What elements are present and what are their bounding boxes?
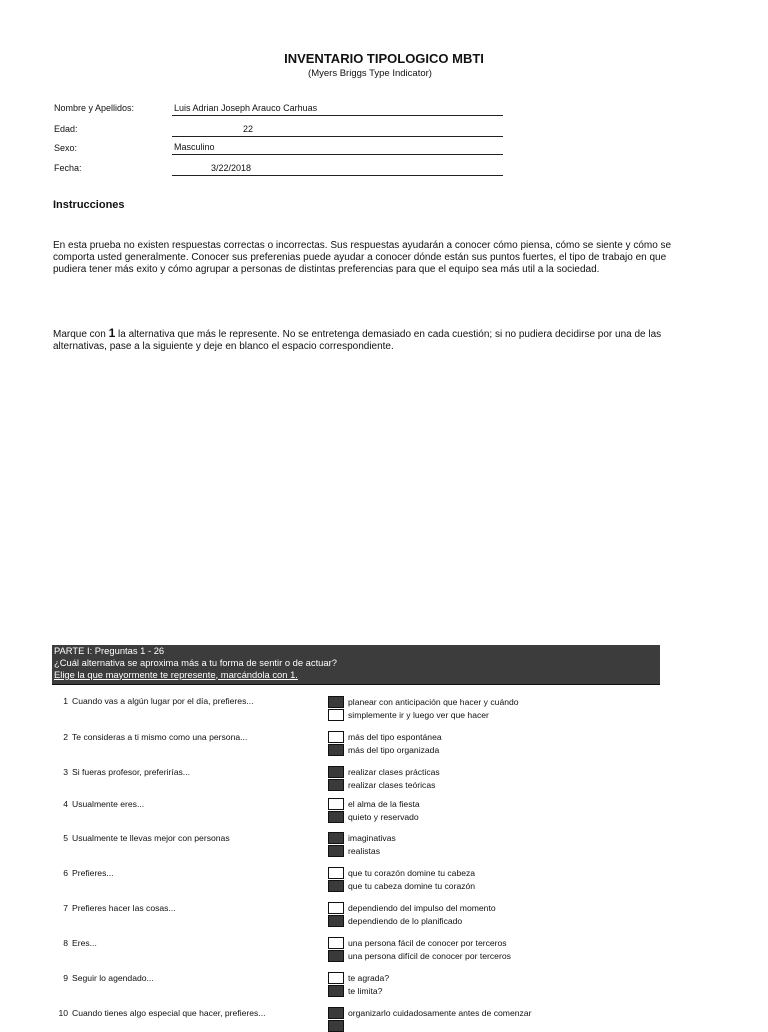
answer-box-10b[interactable] [328, 1020, 344, 1032]
question-1 [58, 696, 254, 706]
question-text: Te consideras a ti mismo como una persona... [72, 732, 248, 742]
question-5 [58, 833, 230, 843]
field-line-name [172, 115, 503, 116]
option-3a: realizar clases prácticas [348, 767, 440, 777]
banner-divider [52, 684, 660, 685]
option-4a: el alma de la fiesta [348, 799, 420, 809]
field-value-sex[interactable]: Masculino [174, 142, 215, 152]
option-7b: dependiendo de lo planificado [348, 916, 463, 926]
field-line-date [172, 175, 503, 176]
field-line-sex [172, 154, 503, 155]
question-text: Cuando vas a algún lugar por el día, prefieres... [72, 696, 254, 706]
page-subtitle: (Myers Briggs Type Indicator) [308, 68, 432, 79]
instructions-p2-pre: Marque con [53, 329, 109, 340]
answer-box-9a[interactable] [328, 972, 344, 984]
answer-box-7b[interactable] [328, 915, 344, 927]
field-label-date: Fecha: [54, 163, 82, 173]
option-6a: que tu corazón domine tu cabeza [348, 868, 476, 878]
answer-box-10a[interactable] [328, 1007, 344, 1019]
instructions-heading: Instrucciones [53, 199, 125, 211]
option-1b: simplemente ir y luego ver que hacer [348, 710, 489, 720]
question-number: 9 [63, 973, 68, 983]
question-number: 1 [63, 696, 68, 706]
question-text: Prefieres... [72, 868, 114, 878]
instructions-p2-mark: 1 [108, 326, 116, 340]
option-4b: quieto y reservado [348, 812, 419, 822]
answer-box-5a[interactable] [328, 832, 344, 844]
question-text: Usualmente eres... [72, 799, 145, 809]
answer-box-3a[interactable] [328, 766, 344, 778]
part-title: PARTE I: Preguntas 1 - 26 [54, 645, 165, 656]
question-number: 6 [63, 868, 68, 878]
option-2a: más del tipo espontánea [348, 732, 442, 742]
field-value-age[interactable]: 22 [243, 124, 254, 134]
field-label-sex: Sexo: [54, 143, 78, 153]
question-2 [58, 732, 247, 742]
question-text: Seguir lo agendado... [72, 973, 154, 983]
question-number: 4 [63, 799, 68, 809]
instructions-paragraph-2 [53, 327, 693, 353]
field-value-date[interactable]: 3/22/2018 [211, 163, 252, 173]
question-4 [58, 799, 144, 809]
question-text: Prefieres hacer las cosas... [72, 903, 176, 913]
answer-box-2b[interactable] [328, 744, 344, 756]
question-number: 5 [63, 833, 68, 843]
option-5b: realistas [348, 846, 380, 856]
question-3 [58, 767, 190, 777]
question-number: 7 [63, 903, 68, 913]
option-2b: más del tipo organizada [348, 745, 440, 755]
option-1a: planear con anticipación que hacer y cuándo [348, 697, 519, 707]
question-number: 10 [58, 1008, 68, 1018]
answer-box-7a[interactable] [328, 902, 344, 914]
option-3b: realizar clases teóricas [348, 780, 436, 790]
question-number: 8 [63, 938, 68, 948]
question-9 [58, 973, 154, 983]
part-instruction: Elige la que mayormente te represente, marcándola con 1. [54, 668, 298, 680]
field-label-age: Edad: [54, 124, 78, 134]
instructions-paragraph-1: En esta prueba no existen respuestas correctas o incorrectas. Sus respuestas ayudarán a conocer cómo piensa, cómo se siente y cómo se comporta usted generalmente. Conocer sus preferenias puede ayudar a conocer dónde están sus puntos fuertes, el tipo de trabajo en que pudiera tener más exito y cómo agrupar a personas de distintas preferencias para que el equipo sea más util a la sociedad. [53, 240, 672, 276]
field-value-name[interactable]: Luis Adrian Joseph Arauco Carhuas [174, 103, 318, 113]
answer-box-2a[interactable] [328, 731, 344, 743]
answer-box-3b[interactable] [328, 779, 344, 791]
answer-box-9b[interactable] [328, 985, 344, 997]
answer-box-8a[interactable] [328, 937, 344, 949]
option-10a: organizarlo cuidadosamente antes de comenzar [348, 1008, 532, 1018]
question-text: Cuando tienes algo especial que hacer, prefieres... [72, 1008, 266, 1018]
question-7 [58, 903, 176, 913]
option-5a: imaginativas [348, 833, 396, 843]
question-text: Eres... [72, 938, 97, 948]
question-number: 2 [63, 732, 68, 742]
answer-box-1b[interactable] [328, 709, 344, 721]
field-line-age [172, 136, 503, 137]
question-text: Si fueras profesor, preferirías... [72, 767, 190, 777]
question-text: Usualmente te llevas mejor con personas [72, 833, 230, 843]
answer-box-4a[interactable] [328, 798, 344, 810]
part-banner [52, 645, 660, 684]
question-6 [58, 868, 114, 878]
option-8b: una persona difícil de conocer por terceros [348, 951, 511, 961]
part-question: ¿Cuál alternativa se aproxima más a tu forma de sentir o de actuar? [54, 656, 337, 668]
answer-box-1a[interactable] [328, 696, 344, 708]
option-8a: una persona fácil de conocer por terceros [348, 938, 507, 948]
option-9a: te agrada? [348, 973, 390, 983]
option-7a: dependiendo del impulso del momento [348, 903, 496, 913]
question-10 [58, 1008, 266, 1018]
answer-box-8b[interactable] [328, 950, 344, 962]
answer-box-4b[interactable] [328, 811, 344, 823]
answer-box-6a[interactable] [328, 867, 344, 879]
option-9b: te limita? [348, 986, 383, 996]
field-label-name: Nombre y Apellidos: [54, 103, 135, 113]
question-8 [58, 938, 97, 948]
question-number: 3 [63, 767, 68, 777]
page-title: INVENTARIO TIPOLOGICO MBTI [284, 51, 484, 66]
answer-box-5b[interactable] [328, 845, 344, 857]
answer-box-6b[interactable] [328, 880, 344, 892]
option-6b: que tu cabeza domine tu corazón [348, 881, 476, 891]
instructions-p2-post: la alternativa que más le represente. No se entretenga demasiado en cada cuestión; si no pudiera decidirse por una de las alternativas, pase a la siguiente y deje en blanco el espacio correspondiente. [53, 329, 662, 353]
